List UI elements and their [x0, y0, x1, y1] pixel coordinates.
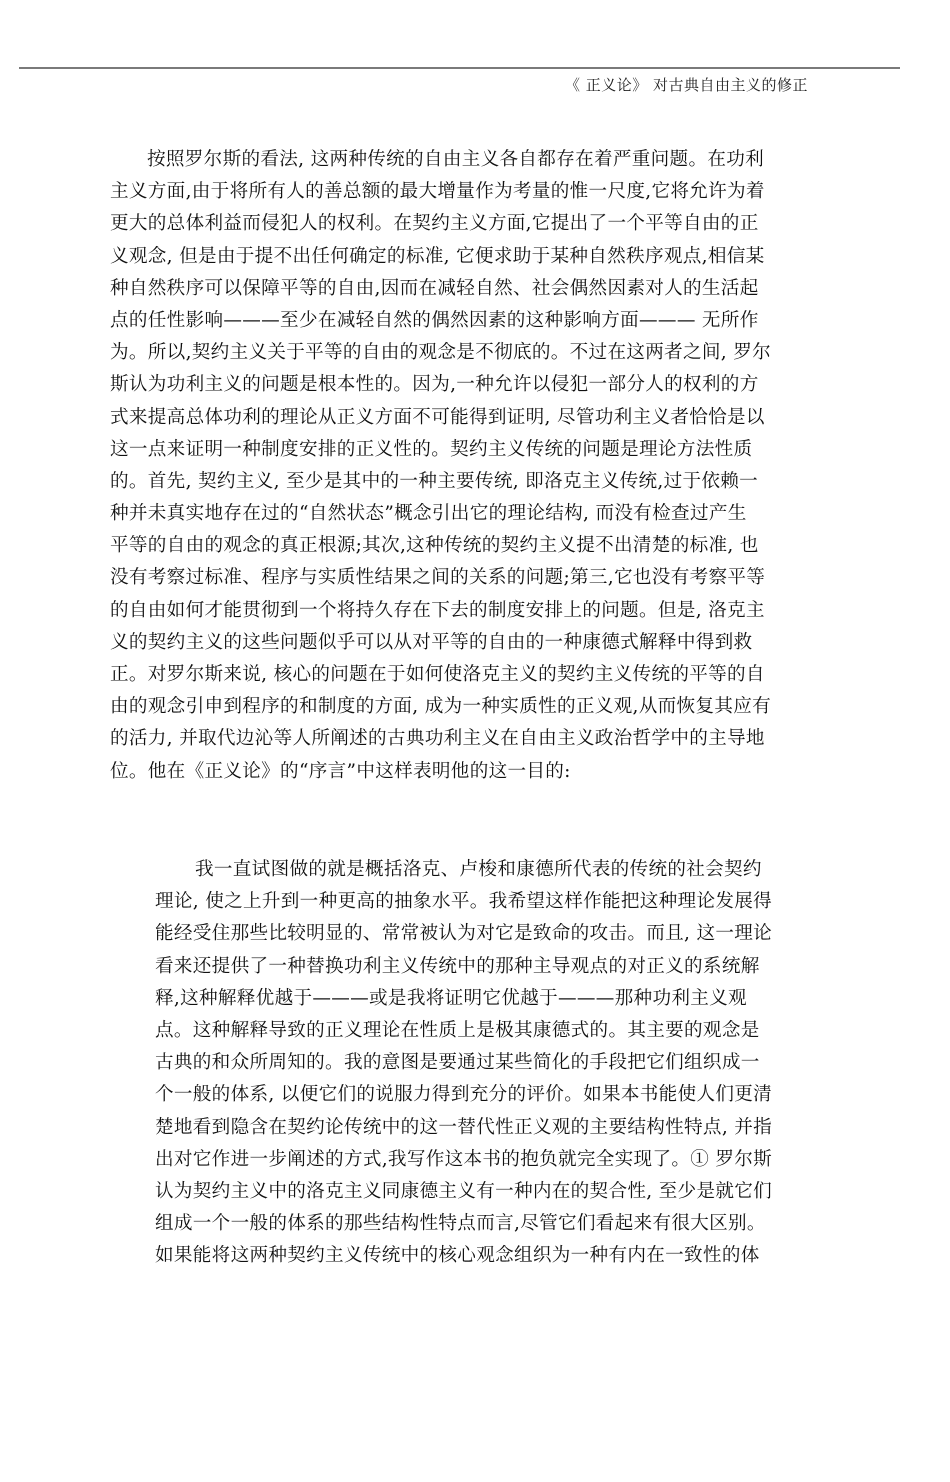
block-quote	[155, 854, 845, 1272]
quote-line: 我一直试图做的就是概括洛克、卢梭和康德所代表的传统的社会契约	[195, 859, 762, 880]
text-line: 的自由如何才能贯彻到一个将持久存在下去的制度安排上的问题。但是, 洛克主	[110, 599, 765, 621]
text-line: 义观念, 但是由于提不出任何确定的标准, 它便求助于某种自然秩序观点,相信某	[110, 245, 765, 267]
text-line: 这一点来证明一种制度安排的正义性的。契约主义传统的问题是理论方法性质	[110, 438, 753, 460]
quote-line: 认为契约主义中的洛克主义同康德主义有一种内在的契合性, 至少是就它们	[155, 1180, 773, 1202]
text-line: 点的任性影响———至少在减轻自然的偶然因素的这种影响方面——— 无所作	[110, 309, 759, 331]
quote-line: 古典的和众所周知的。我的意图是要通过某些简化的手段把它们组织成一	[155, 1052, 760, 1074]
text-line: 为。所以,契约主义关于平等的自由的观念是不彻底的。不过在这两者之间, 罗尔	[110, 342, 772, 364]
text-line: 的活力, 并取代边沁等人所阐述的古典功利主义在自由主义政治哲学中的主导地	[110, 728, 765, 750]
quote-line: 释,这种解释优越于———或是我将证明它优越于———那种功利主义观	[155, 987, 747, 1009]
quote-line: 能经受住那些比较明显的、常常被认为对它是致命的攻击。而且, 这一理论	[155, 923, 773, 945]
text-line: 由的观念引申到程序的和制度的方面, 成为一种实质性的正义观,从而恢复其应有	[110, 696, 772, 718]
text-line: 的。首先, 契约主义, 至少是其中的一种主要传统, 即洛克主义传统,过于依赖一	[110, 470, 759, 492]
text-line: 种自然秩序可以保障平等的自由,因而在减轻自然、社会偶然因素对人的生活起	[110, 277, 759, 299]
quote-line: 个一般的体系, 以便它们的说服力得到充分的评价。如果本书能使人们更清	[155, 1084, 773, 1106]
quote-line: 如果能将这两种契约主义传统中的核心观念组织为一种有内在一致性的体	[155, 1245, 760, 1267]
text-line: 位。他在《正义论》的“序言”中这样表明他的这一目的:	[110, 760, 571, 782]
header-rule	[19, 67, 900, 69]
quote-line: 楚地看到隐含在契约论传统中的这一替代性正义观的主要结构性特点, 并指	[155, 1116, 773, 1138]
quote-line: 看来还提供了一种替换功利主义传统中的那种主导观点的对正义的系统解	[155, 955, 760, 977]
running-head-title: 《 正义论》 对古典自由主义的修正	[564, 76, 808, 94]
text-line: 主义方面,由于将所有人的善总额的最大增量作为考量的惟一尺度,它将允许为着	[110, 181, 765, 203]
quote-line: 组成一个一般的体系的那些结构性特点而言,尽管它们看起来有很大区别。	[155, 1213, 766, 1235]
text-line: 按照罗尔斯的看法, 这两种传统的自由主义各自都存在着严重问题。在功利	[147, 149, 765, 170]
text-line: 斯认为功利主义的问题是根本性的。因为,一种允许以侵犯一部分人的权利的方	[110, 374, 759, 396]
body-paragraph	[110, 144, 842, 788]
text-line: 没有考察过标准、程序与实质性结果之间的关系的问题;第三,它也没有考察平等	[110, 567, 766, 589]
quote-line: 点。这种解释导致的正义理论在性质上是极其康德式的。其主要的观念是	[155, 1019, 760, 1041]
text-line: 式来提高总体功利的理论从正义方面不可能得到证明, 尽管功利主义者恰恰是以	[110, 406, 765, 428]
text-line: 更大的总体利益而侵犯人的权利。在契约主义方面,它提出了一个平等自由的正	[110, 213, 759, 235]
text-line: 种并未真实地存在过的“自然状态”概念引出它的理论结构, 而没有检查过产生	[110, 503, 747, 525]
text-line: 平等的自由的观念的真正根源;其次,这种传统的契约主义提不出清楚的标准, 也	[110, 535, 759, 557]
text-line: 义的契约主义的这些问题似乎可以从对平等的自由的一种康德式解释中得到救	[110, 631, 753, 653]
text-line: 正。对罗尔斯来说, 核心的问题在于如何使洛克主义的契约主义传统的平等的自	[110, 664, 765, 685]
quote-line: 理论, 使之上升到一种更高的抽象水平。我希望这样作能把这种理论发展得	[155, 891, 773, 913]
quote-line: 出对它作进一步阐述的方式,我写作这本书的抱负就完全实现了。① 罗尔斯	[155, 1148, 773, 1170]
